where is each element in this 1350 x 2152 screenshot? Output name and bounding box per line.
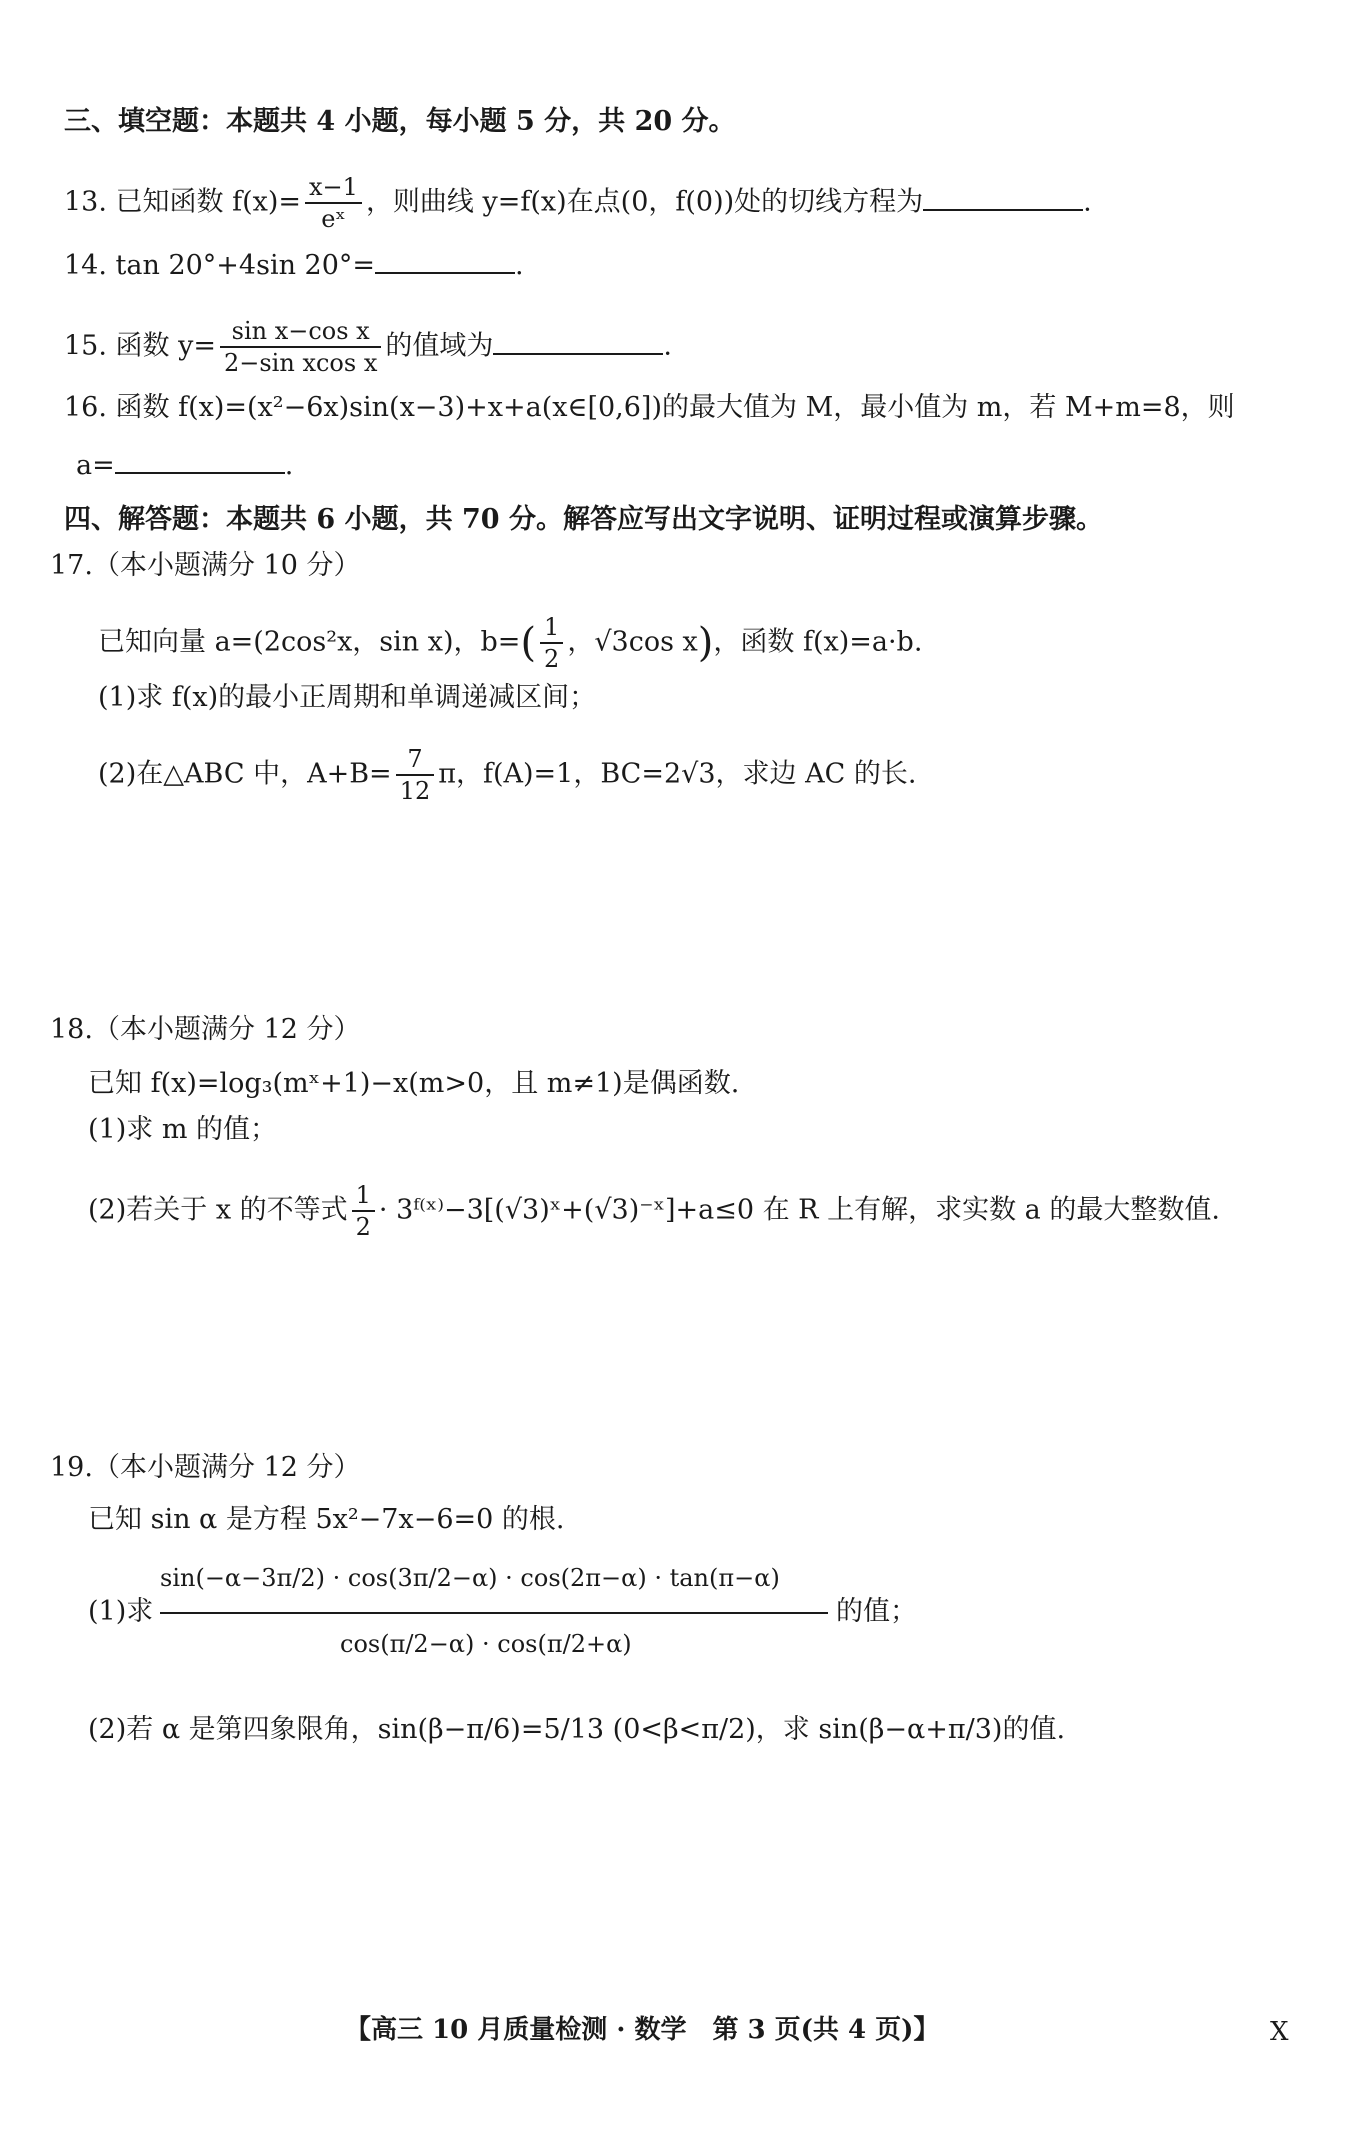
answer-blank bbox=[375, 244, 515, 274]
q19-part1-numerator: sin(−α−3π/2) · cos(3π/2−α) · cos(2π−α) · tan(π−α) bbox=[160, 1564, 780, 1592]
q17-part2-suffix: π，f(A)=1，BC=2√3，求边 AC 的长. bbox=[438, 758, 917, 790]
q19-stem: 已知 sin α 是方程 5x²−7x−6=0 的根. bbox=[88, 1504, 565, 1535]
q17-stem: 已知向量 a=(2cos²x，sin x)，b=( $\frac{1}{2}$ ，√3cos x)，函数 f(x)=a·b. bbox=[98, 613, 923, 673]
question-15: 15. 函数 y= $\frac{\text{sin x−cos x}}{\text{2−sin xcos x}}$ 的值域为 . bbox=[64, 317, 672, 377]
page-footer: 【高三 10 月质量检测 · 数学 第 3 页(共 4 页)】 bbox=[345, 2015, 940, 2045]
question-13: 13. 已知函数 f(x)= $\frac{x-1}{\text{eˣ}}$ ，则曲线 y=f(x)在点(0，f(0))处的切线方程为 . bbox=[64, 173, 1092, 233]
q17-title: 17.（本小题满分 10 分） bbox=[50, 550, 361, 581]
q17-part2-fraction bbox=[396, 744, 435, 806]
q15-fraction bbox=[220, 316, 381, 378]
q17-part2-prefix: (2)在△ABC 中，A+B= bbox=[98, 758, 392, 790]
q13-prefix: 13. 已知函数 f(x)= bbox=[64, 186, 302, 218]
q17-part2-numerator: 7 bbox=[396, 744, 435, 776]
q19-part1-prefix: (1)求 bbox=[88, 1596, 154, 1627]
q17-part2-denominator: 12 bbox=[399, 777, 431, 805]
answer-blank bbox=[923, 181, 1083, 211]
q16-answer-prefix: a= bbox=[76, 450, 115, 481]
q15-numerator: sin x−cos x bbox=[220, 316, 381, 348]
q17-part2 bbox=[98, 744, 916, 806]
answer-blank bbox=[493, 325, 663, 355]
q18-part2 bbox=[88, 1180, 1220, 1242]
q18-part1: (1)求 m 的值； bbox=[88, 1114, 278, 1145]
section4-heading: 四、解答题：本题共 6 小题，共 70 分。解答应写出文字说明、证明过程或演算步骤。 bbox=[64, 504, 1103, 535]
q17-half-denominator: 2 bbox=[544, 645, 560, 673]
q19-fraction-bar bbox=[160, 1612, 828, 1614]
q19-part1-denominator: cos(π/2−α) · cos(π/2+α) bbox=[340, 1630, 632, 1658]
question-16-line1: 16. 函数 f(x)=(x²−6x)sin(x−3)+x+a(x∈[0,6])的最大值为 M，最小值为 m，若 M+m=8，则 bbox=[64, 392, 1235, 423]
q17-stem-prefix: 已知向量 a=(2cos²x，sin x)，b= bbox=[98, 626, 521, 658]
q18-half-fraction bbox=[352, 1180, 375, 1242]
version-mark: X bbox=[1270, 2017, 1289, 2047]
q13-numerator: x−1 bbox=[305, 172, 362, 204]
q18-title: 18.（本小题满分 12 分） bbox=[50, 1014, 361, 1045]
question-14: 14. tan 20°+4sin 20°= . bbox=[64, 244, 524, 284]
q15-suffix: 的值域为 bbox=[385, 330, 494, 362]
q17-half-fraction bbox=[540, 612, 563, 674]
q18-stem: 已知 f(x)=log₃(mˣ+1)−x(m>0，且 m≠1)是偶函数. bbox=[88, 1068, 740, 1099]
q18-half-denominator: 2 bbox=[355, 1213, 371, 1241]
q19-part2: (2)若 α 是第四象限角，sin(β−π/6)=5/13 (0<β<π/2)，求 sin(β−α+π/3)的值. bbox=[88, 1714, 1066, 1745]
q18-half-numerator: 1 bbox=[352, 1180, 375, 1212]
q13-denominator: eˣ bbox=[321, 205, 346, 233]
q17-stem-suffix: ，函数 f(x)=a·b. bbox=[713, 626, 923, 658]
q18-part2-suffix: · 3ᶠ⁽ˣ⁾−3[(√3)ˣ+(√3)⁻ˣ]+a≤0 在 R 上有解，求实数 a 的最大整数值. bbox=[378, 1194, 1220, 1226]
q17-half-numerator: 1 bbox=[540, 612, 563, 644]
q19-title: 19.（本小题满分 12 分） bbox=[50, 1452, 361, 1483]
q13-fraction bbox=[305, 172, 362, 234]
section3-heading: 三、填空题：本题共 4 小题，每小题 5 分，共 20 分。 bbox=[64, 106, 736, 137]
question-16-line2: a= . bbox=[76, 444, 293, 484]
q15-prefix: 15. 函数 y= bbox=[64, 330, 216, 362]
answer-blank bbox=[115, 444, 285, 474]
q19-part1-suffix: 的值； bbox=[836, 1596, 917, 1627]
q18-part2-prefix: (2)若关于 x 的不等式 bbox=[88, 1194, 348, 1226]
q17-stem-middle: ，√3cos x bbox=[567, 626, 698, 658]
q14-text: 14. tan 20°+4sin 20°= bbox=[64, 250, 376, 281]
q15-denominator: 2−sin xcos x bbox=[223, 349, 378, 377]
q13-suffix: ，则曲线 y=f(x)在点(0，f(0))处的切线方程为 bbox=[365, 186, 924, 218]
q17-part1: (1)求 f(x)的最小正周期和单调递减区间； bbox=[98, 682, 597, 713]
